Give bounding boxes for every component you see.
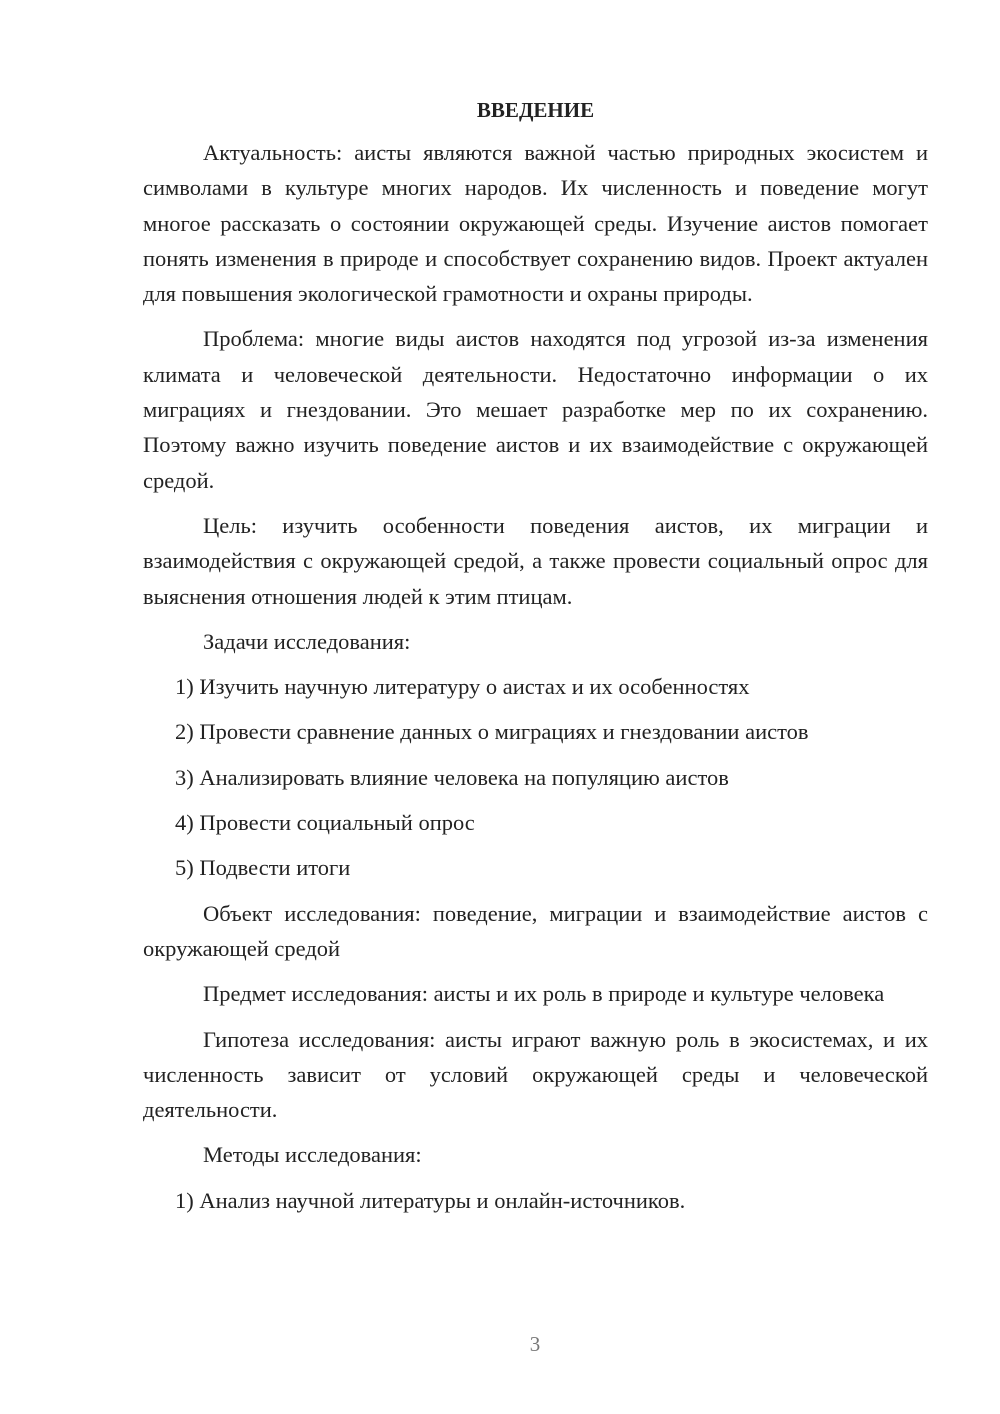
paragraph-goal: Цель: изучить особенности поведения аистов, их миграции и взаимодействия с окружающей средой, а также провести социальный опрос для выяснения отношения людей к этим птицам. (143, 512, 928, 609)
paragraph-problem: Проблема: многие виды аистов находятся под угрозой из-за изменения климата и человеческой деятельности. Недостаточно информации о их миграциях и гнездовании. Это мешает разработке мер по их сохранению. Поэтому важно изучить поведение аистов и их взаимодействие с окружающей средой. (143, 326, 928, 493)
paragraph-hypothesis: Гипотеза исследования: аисты играют важную роль в экосистемах, и их численность зависит от условий окружающей среды и человеческой деятельности. (143, 1026, 928, 1123)
list-item: 1) Анализ научной литературы и онлайн-источников. (175, 1187, 686, 1213)
paragraph-subject: Предмет исследования: аисты и их роль в природе и культуре человека (203, 981, 885, 1007)
page-number: 3 (529, 1332, 541, 1356)
list-item: 3) Анализировать влияние человека на популяцию аистов (175, 764, 729, 790)
list-item: 1) Изучить научную литературу о аистах и их особенностях (175, 674, 750, 700)
paragraph-relevance: Актуальность: аисты являются важной частью природных экосистем и символами в культуре многих народов. Их численность и поведение могут многое рассказать о состоянии окружающей среды. Изучение аистов помогает понять изменения в природе и способствует сохранению видов. Проект актуален для повышения экологической грамотности и охраны природы. (143, 140, 928, 307)
methods-heading: Методы исследования: (203, 1142, 422, 1168)
list-item: 5) Подвести итоги (175, 855, 351, 881)
section-title: ВВЕДЕНИЕ (476, 98, 595, 122)
page-content (143, 95, 928, 1228)
list-item: 4) Провести социальный опрос (175, 810, 475, 836)
list-item: 2) Провести сравнение данных о миграциях и гнездовании аистов (175, 719, 809, 745)
tasks-heading: Задачи исследования: (203, 628, 411, 654)
paragraph-object: Объект исследования: поведение, миграции и взаимодействие аистов с окружающей средой (143, 900, 928, 961)
methods-list (143, 1183, 928, 1218)
tasks-list (143, 669, 928, 885)
